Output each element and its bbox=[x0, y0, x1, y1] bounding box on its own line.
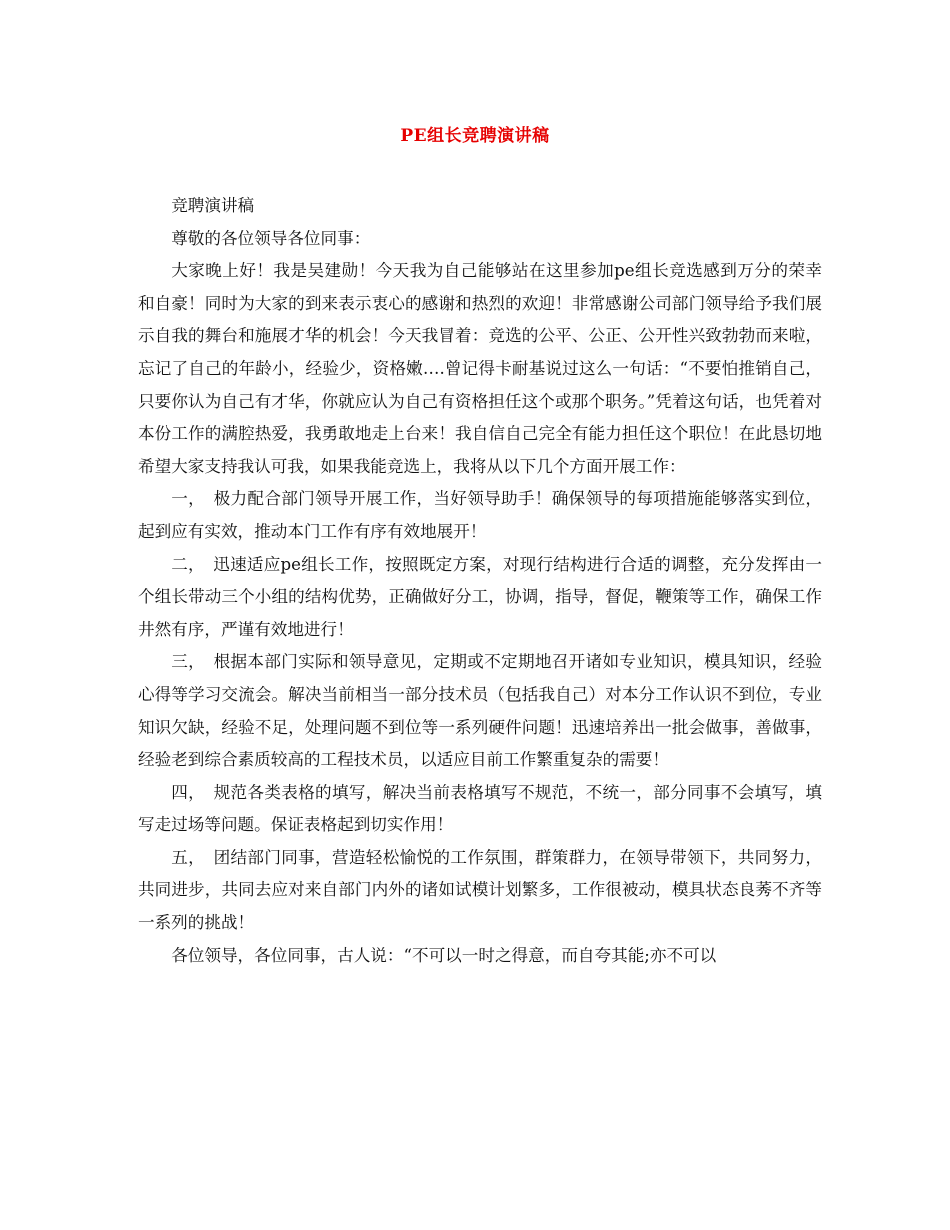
paragraph-point-5: 五， 团结部门同事，营造轻松愉悦的工作氛围，群策群力，在领导带领下，共同努力，共同进步，共同去应对来自部门内外的诸如试模计划繁多，工作很被动，模具状态良莠不齐等一系列的挑战！ bbox=[138, 847, 822, 933]
document-title: PE组长竞聘演讲稿 bbox=[400, 126, 550, 146]
paragraph-point-1: 一， 极力配合部门领导开展工作，当好领导助手！确保领导的每项措施能够落实到位，起到应有实效，推动本门工作有序有效地展开！ bbox=[138, 489, 822, 541]
paragraph-point-3: 三， 根据本部门实际和领导意见，定期或不定期地召开诸如专业知识，模具知识，经验心得等学习交流会。解决当前相当一部分技术员（包括我自己）对本分工作认识不到位，专业知识欠缺，经验不足，处理问题不到位等一系列硬件问题！迅速培养出一批会做事，善做事，经验老到综合素质较高的工程技术员，以适应目前工作繁重复杂的需要！ bbox=[138, 652, 822, 770]
paragraph-salutation: 尊敬的各位领导各位同事： bbox=[171, 228, 371, 248]
document-body bbox=[138, 190, 822, 972]
paragraph-closing: 各位领导，各位同事，古人说：“不可以一时之得意，而自夸其能;亦不可以 bbox=[171, 945, 717, 965]
paragraph-intro: 大家晚上好！我是吴建勋！今天我为自己能够站在这里参加pe组长竞选感到万分的荣幸和自豪！同时为大家的到来表示衷心的感谢和热烈的欢迎！非常感谢公司部门领导给予我们展示自我的舞台和施展才华的机会！今天我冒着：竞选的公平、公正、公开性兴致勃勃而来啦，忘记了自己的年龄小，经验少，资格嫩….曾记得卡耐基说过这么一句话：“不要怕推销自己，只要你认为自己有才华，你就应认为自己有资格担任这个或那个职务。”凭着这句话，也凭着对本份工作的满腔热爱，我勇敢地走上台来！我自信自己完全有能力担任这个职位！在此恳切地希望大家支持我认可我，如果我能竞选上，我将从以下几个方面开展工作： bbox=[138, 261, 822, 476]
paragraph-point-4: 四， 规范各类表格的填写，解决当前表格填写不规范，不统一，部分同事不会填写，填写走过场等问题。保证表格起到切实作用！ bbox=[138, 782, 822, 835]
paragraph-heading: 竞聘演讲稿 bbox=[171, 196, 255, 215]
paragraph-point-2: 二， 迅速适应pe组长工作，按照既定方案，对现行结构进行合适的调整，充分发挥由一个组长带动三个小组的结构优势，正确做好分工，协调，指导，督促，鞭策等工作，确保工作井然有序，严谨有效地进行！ bbox=[138, 554, 822, 639]
